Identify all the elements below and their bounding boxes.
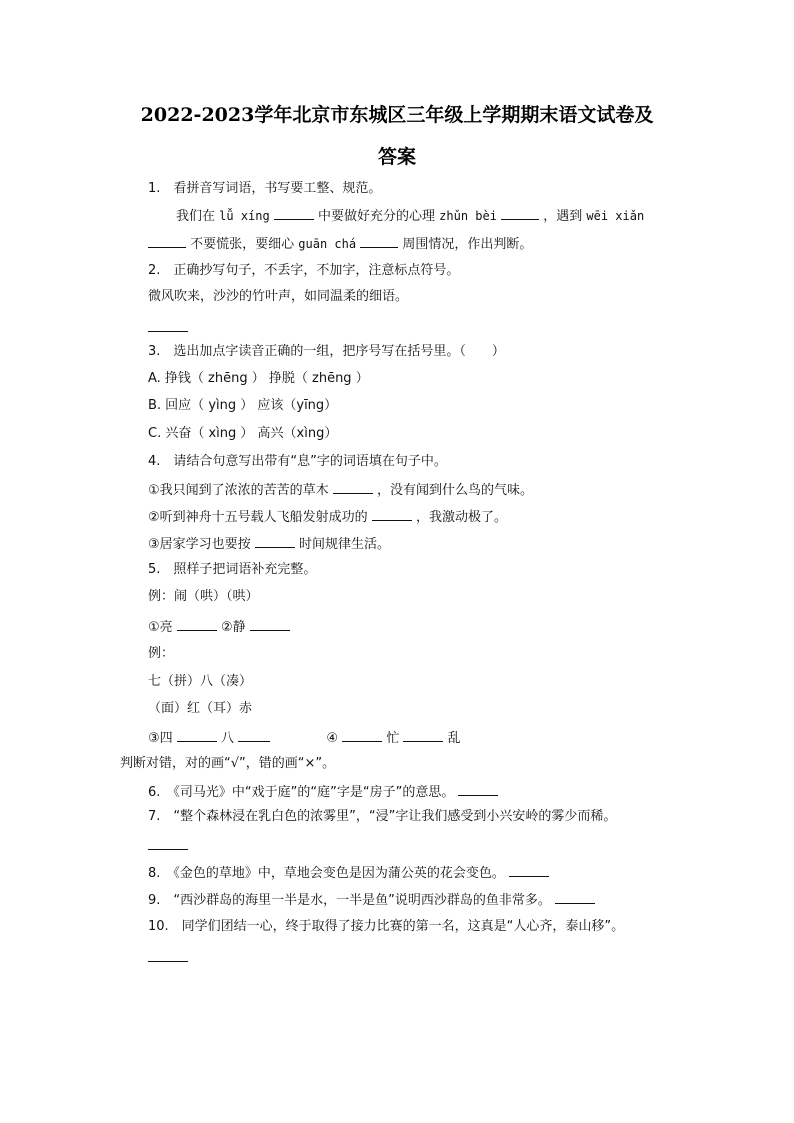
q5-item-3b: 八 [220,731,234,746]
q5-blank-3[interactable] [177,728,217,742]
q4-s3-text-b: 时间规律生活。 [298,537,390,552]
q1-pinyin-3: wēi xiǎn [586,209,645,223]
q4-s2-text-a: ②听到神舟十五号载人飞船发射成功的 [148,510,368,525]
q5-item-4c: 乱 [447,731,461,746]
q1-text-c: ，遇到 [543,209,583,224]
q3-option-a: A. 挣钱（ zhēng ） 挣脱（ zhēng ） [148,371,369,386]
q10-blank[interactable] [148,948,188,962]
q5-item-4a: ④ [326,731,339,746]
q4-blank-1[interactable] [333,480,373,494]
q6-row [148,782,498,802]
judge-heading: 判断对错，对的画“√”，错的画“×”。 [120,756,336,771]
q1-blank-4[interactable] [360,234,398,248]
q1-pinyin-1: lǚ xíng [219,209,270,223]
exam-title-line-2: 答案 [377,146,416,168]
q5-fill-row-2 [148,728,461,748]
q1-pinyin-4: guān chá [298,237,357,251]
q1-text-b: 中要做好充分的心理 [318,209,436,224]
q2-stem: 2. 正确抄写句子，不丢字，不加字，注意标点符号。 [148,263,460,278]
q5-example-3: （面）红（耳）赤 [148,701,253,716]
q6-text: 6. 《司马光》中“戏于庭”的“庭”字是“房子”的意思。 [148,785,455,800]
q8-row [148,863,549,883]
q7-blank[interactable] [148,836,188,850]
q5-fill-row-1 [148,617,290,637]
q1-line-3 [148,234,532,254]
q1-blank-3[interactable] [148,234,186,248]
q5-blank-5[interactable] [342,728,382,742]
q7-text: 7. “整个森林浸在乳白色的浓雾里”，“浸”字让我们感受到小兴安岭的雾少而稀。 [148,809,617,824]
q9-blank[interactable] [555,890,595,904]
q1-text-e: 周围情况，作出判断。 [402,237,533,252]
q8-text: 8. 《金色的草地》中，草地会变色是因为蒲公英的花会变色。 [148,866,505,881]
q1-text-d: 不要慌张，要细心 [190,237,295,252]
q5-example-2: 七（拼）八（凑） [148,674,253,689]
q1-line-2 [176,206,644,226]
q4-s3-text-a: ③居家学习也要按 [148,537,251,552]
q5-blank-6[interactable] [403,728,443,742]
q8-blank[interactable] [509,863,549,877]
q3-option-b: B. 回应（ yìng ） 应该（yīng） [148,398,338,413]
q7-answer-line [148,836,188,856]
q2-sentence: 微风吹来，沙沙的竹叶声，如同温柔的细语。 [148,289,409,304]
q6-blank[interactable] [458,782,498,796]
q4-sentence-3 [148,534,390,554]
q9-text: 9. “西沙群岛的海里一半是水，一半是鱼”说明西沙群岛的鱼非常多。 [148,893,551,908]
q4-s2-text-b: ，我激动极了。 [415,510,507,525]
q4-blank-2[interactable] [372,507,412,521]
q5-item-4b: 忙 [386,731,400,746]
q3-option-c: C. 兴奋（ xìng ） 高兴（xìng） [148,426,338,441]
q5-blank-1[interactable] [177,617,217,631]
q1-pinyin-2: zhǔn bèi [439,209,497,223]
q5-blank-4[interactable] [238,728,270,742]
q5-item-2: ②静 [220,620,246,635]
q5-example-label: 例： [148,646,175,661]
q4-blank-3[interactable] [255,534,295,548]
q3-stem: 3. 选出加点字读音正确的一组，把序号写在括号里。（ ） [148,344,505,359]
q10-answer-line [148,948,188,968]
q1-blank-1[interactable] [274,206,314,220]
q1-stem: 1. 看拼音写词语，书写要工整、规范。 [148,181,382,196]
q5-stem: 5. 照样子把词语补充完整。 [148,562,317,577]
q4-s1-text-a: ①我只闻到了浓浓的苦苦的草木 [148,483,329,498]
q1-blank-2[interactable] [501,206,539,220]
q4-sentence-1 [148,480,533,500]
q10-text: 10. 同学们团结一心，终于取得了接力比赛的第一名，这真是“人心齐，泰山移”。 [148,919,625,934]
q1-text-a: 我们在 [176,209,216,224]
q2-blank[interactable] [148,318,188,332]
q9-row [148,890,595,910]
q2-answer-line [148,318,188,338]
exam-title-line-1: 2022-2023学年北京市东城区三年级上学期期末语文试卷及 [140,104,654,126]
q4-stem: 4. 请结合句意写出带有“息”字的词语填在句子中。 [148,454,447,469]
q5-blank-2[interactable] [250,617,290,631]
q5-item-1: ①亮 [148,620,173,635]
q5-item-3a: ③四 [148,731,173,746]
q4-sentence-2 [148,507,507,527]
q4-s1-text-b: ，没有闻到什么鸟的气味。 [376,483,533,498]
q5-example-1: 例：闹（哄）（哄） [148,589,259,604]
